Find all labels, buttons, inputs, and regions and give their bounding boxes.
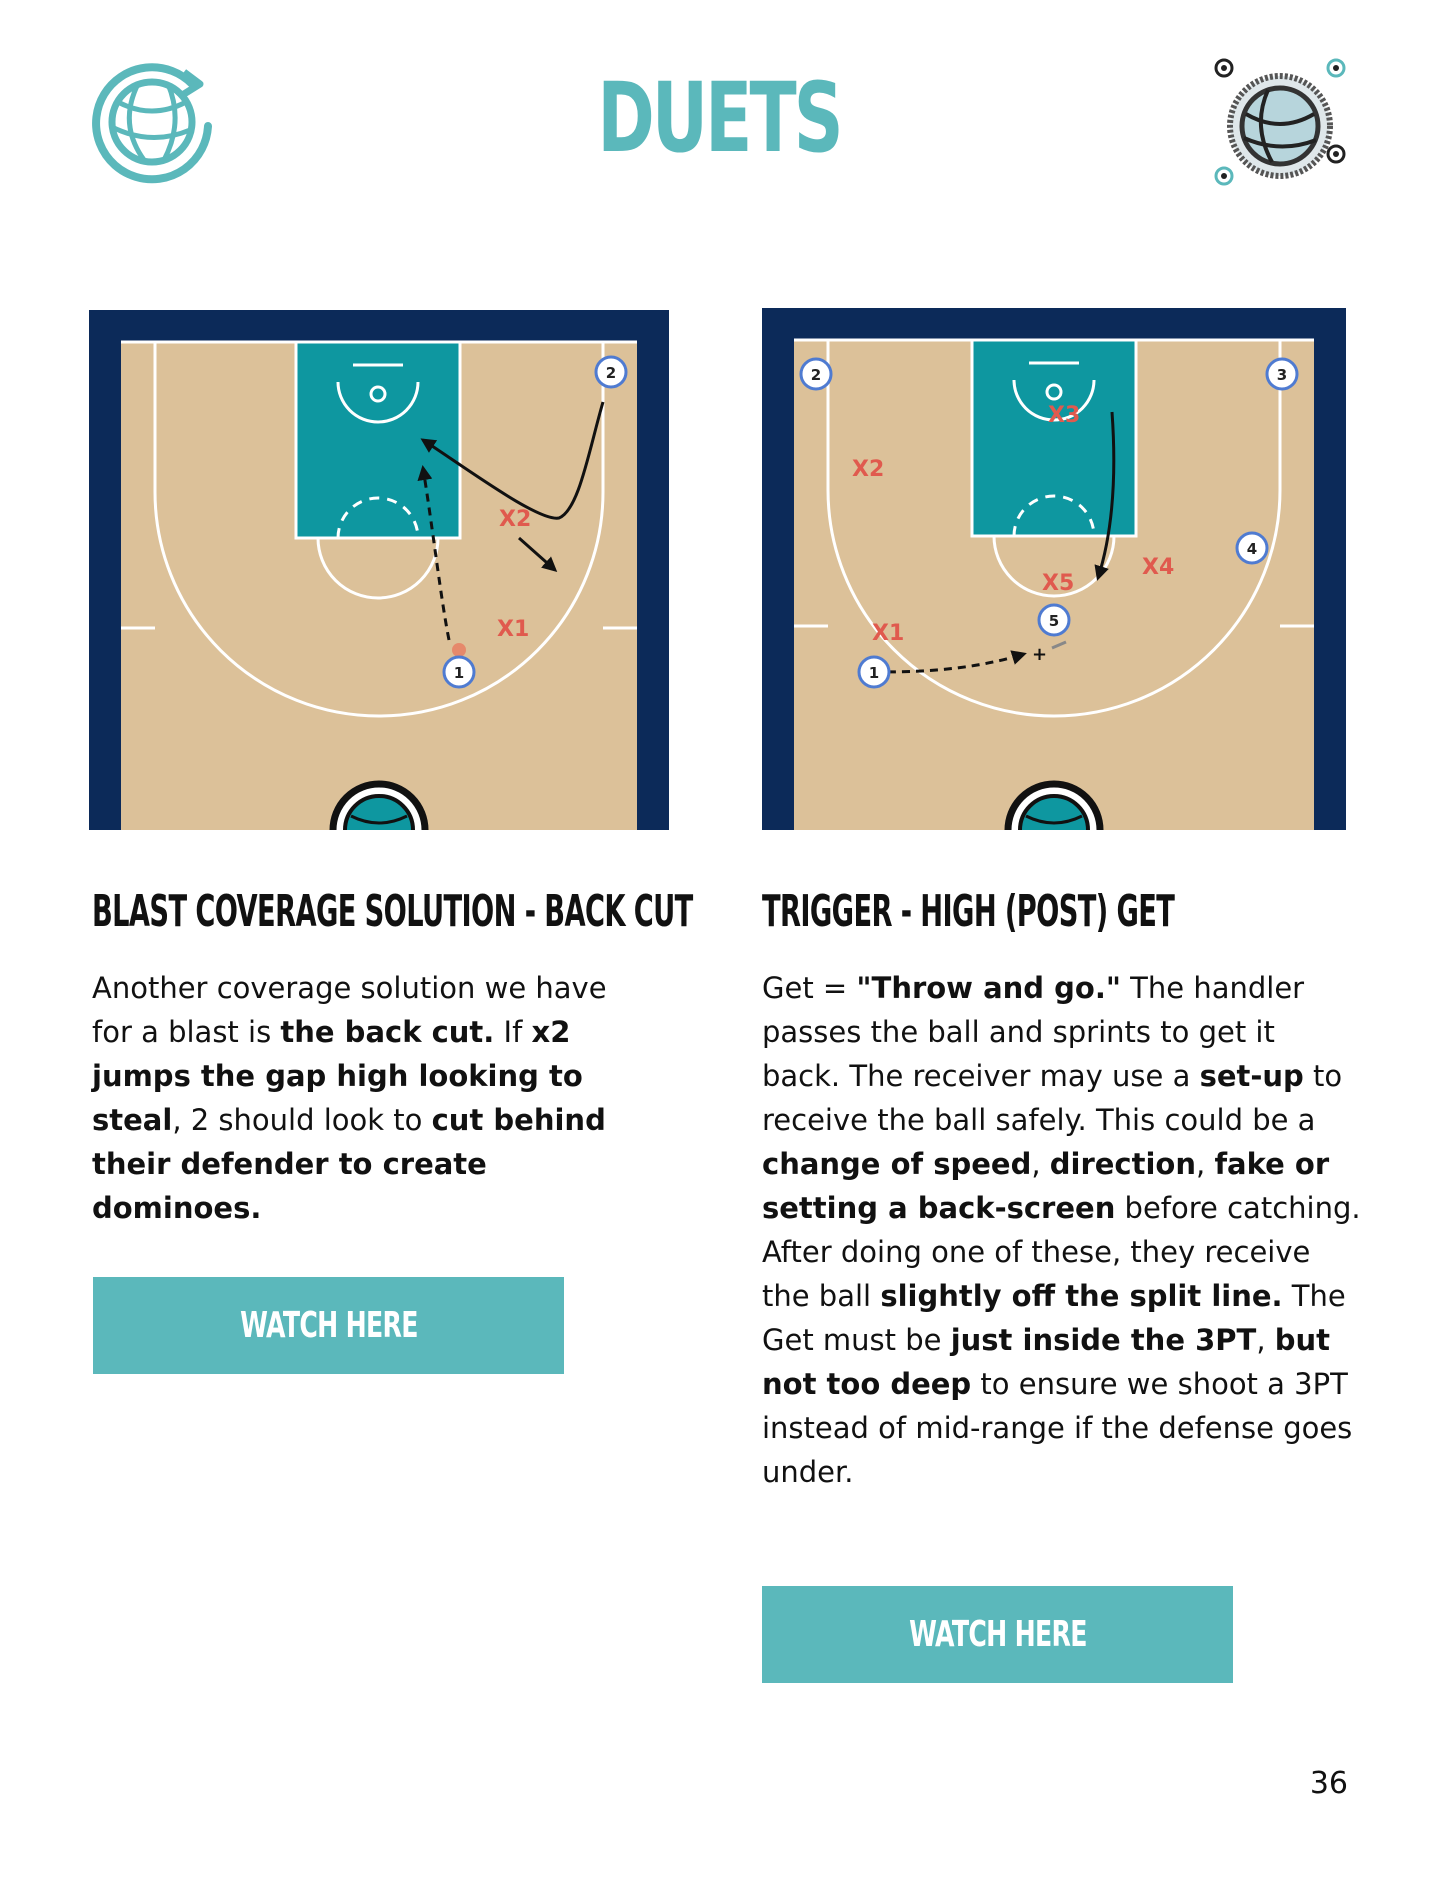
- bold-text-run: set-up: [1199, 1059, 1304, 1093]
- text-run: to receive the ball safely. This could be a: [762, 1059, 1343, 1137]
- player-2-marker: [801, 359, 831, 389]
- svg-text:3: 3: [1276, 366, 1288, 384]
- watch-here-label: WATCH HERE: [239, 1305, 418, 1346]
- player-5-marker: [1039, 605, 1069, 635]
- page-number: 36: [1309, 1766, 1348, 1801]
- defender-x1: X1: [872, 621, 905, 646]
- watch-here-button[interactable]: [93, 1277, 564, 1374]
- play-diagram-back-cut: [89, 310, 669, 830]
- watch-here-button[interactable]: [762, 1586, 1233, 1683]
- text-run: If: [494, 1015, 532, 1049]
- text-run: Another coverage solution we have for a blast is: [92, 971, 607, 1049]
- defender-x2: X2: [499, 507, 532, 532]
- text-run: to ensure we shoot a 3PT instead of mid-range if the defense goes under.: [762, 1367, 1353, 1489]
- paint: [296, 342, 460, 538]
- bold-text-run: change of speed: [762, 1147, 1032, 1181]
- text-run: The Get must be: [762, 1279, 1346, 1357]
- defender-x3: X3: [1048, 403, 1081, 428]
- bold-text-run: but not too deep: [762, 1323, 1331, 1401]
- text-run: Get =: [762, 971, 857, 1005]
- text-run: The handler passes the ball and sprints to get it back. The receiver may use a: [762, 971, 1305, 1093]
- svg-text:2: 2: [810, 366, 822, 384]
- bold-text-run: "Throw and go.": [856, 971, 1121, 1005]
- svg-text:1: 1: [868, 664, 880, 682]
- text-run: before catching. After doing one of these, they receive the ball: [762, 1191, 1361, 1313]
- sketched-basketball-logo-icon: [1212, 54, 1350, 194]
- svg-text:5: 5: [1048, 612, 1060, 630]
- defender-x4: X4: [1142, 555, 1175, 580]
- bold-text-run: cut behind their defender to create dominoes.: [92, 1103, 606, 1225]
- bold-text-run: direction: [1049, 1147, 1196, 1181]
- handoff-mark: +: [1032, 644, 1048, 665]
- watch-here-label: WATCH HERE: [908, 1614, 1087, 1655]
- page-title: DUETS: [597, 62, 841, 174]
- player-4-marker: [1237, 533, 1267, 563]
- defender-x1: X1: [497, 617, 530, 642]
- svg-text:1: 1: [453, 664, 465, 682]
- play-diagram-high-post-get: [762, 308, 1346, 830]
- bold-text-run: just inside the 3PT: [950, 1323, 1257, 1357]
- defender-x5: X5: [1042, 571, 1075, 596]
- section-title-high-post-get: TRIGGER - HIGH (POST) GET: [762, 886, 1175, 937]
- defender-x2: X2: [852, 457, 885, 482]
- player-1-marker: [859, 657, 889, 687]
- section-body-back-cut: [92, 966, 652, 1230]
- text-run: ,: [1196, 1147, 1215, 1181]
- player-2-marker: [596, 357, 626, 387]
- svg-text:4: 4: [1246, 540, 1258, 558]
- bold-text-run: fake or setting a back-screen: [762, 1147, 1330, 1225]
- text-run: ,: [1031, 1147, 1050, 1181]
- section-body-high-post-get: [762, 966, 1362, 1494]
- bold-text-run: x2 jumps the gap high looking to steal: [92, 1015, 583, 1137]
- circular-arrow-basketball-icon: [88, 54, 220, 186]
- text-run: , 2 should look to: [172, 1103, 432, 1137]
- player-3-marker: [1267, 359, 1297, 389]
- bold-text-run: the back cut.: [280, 1015, 495, 1049]
- section-title-back-cut: BLAST COVERAGE SOLUTION - BACK CUT: [92, 886, 693, 937]
- bold-text-run: slightly off the split line.: [880, 1279, 1283, 1313]
- text-run: ,: [1256, 1323, 1275, 1357]
- svg-text:2: 2: [605, 364, 617, 382]
